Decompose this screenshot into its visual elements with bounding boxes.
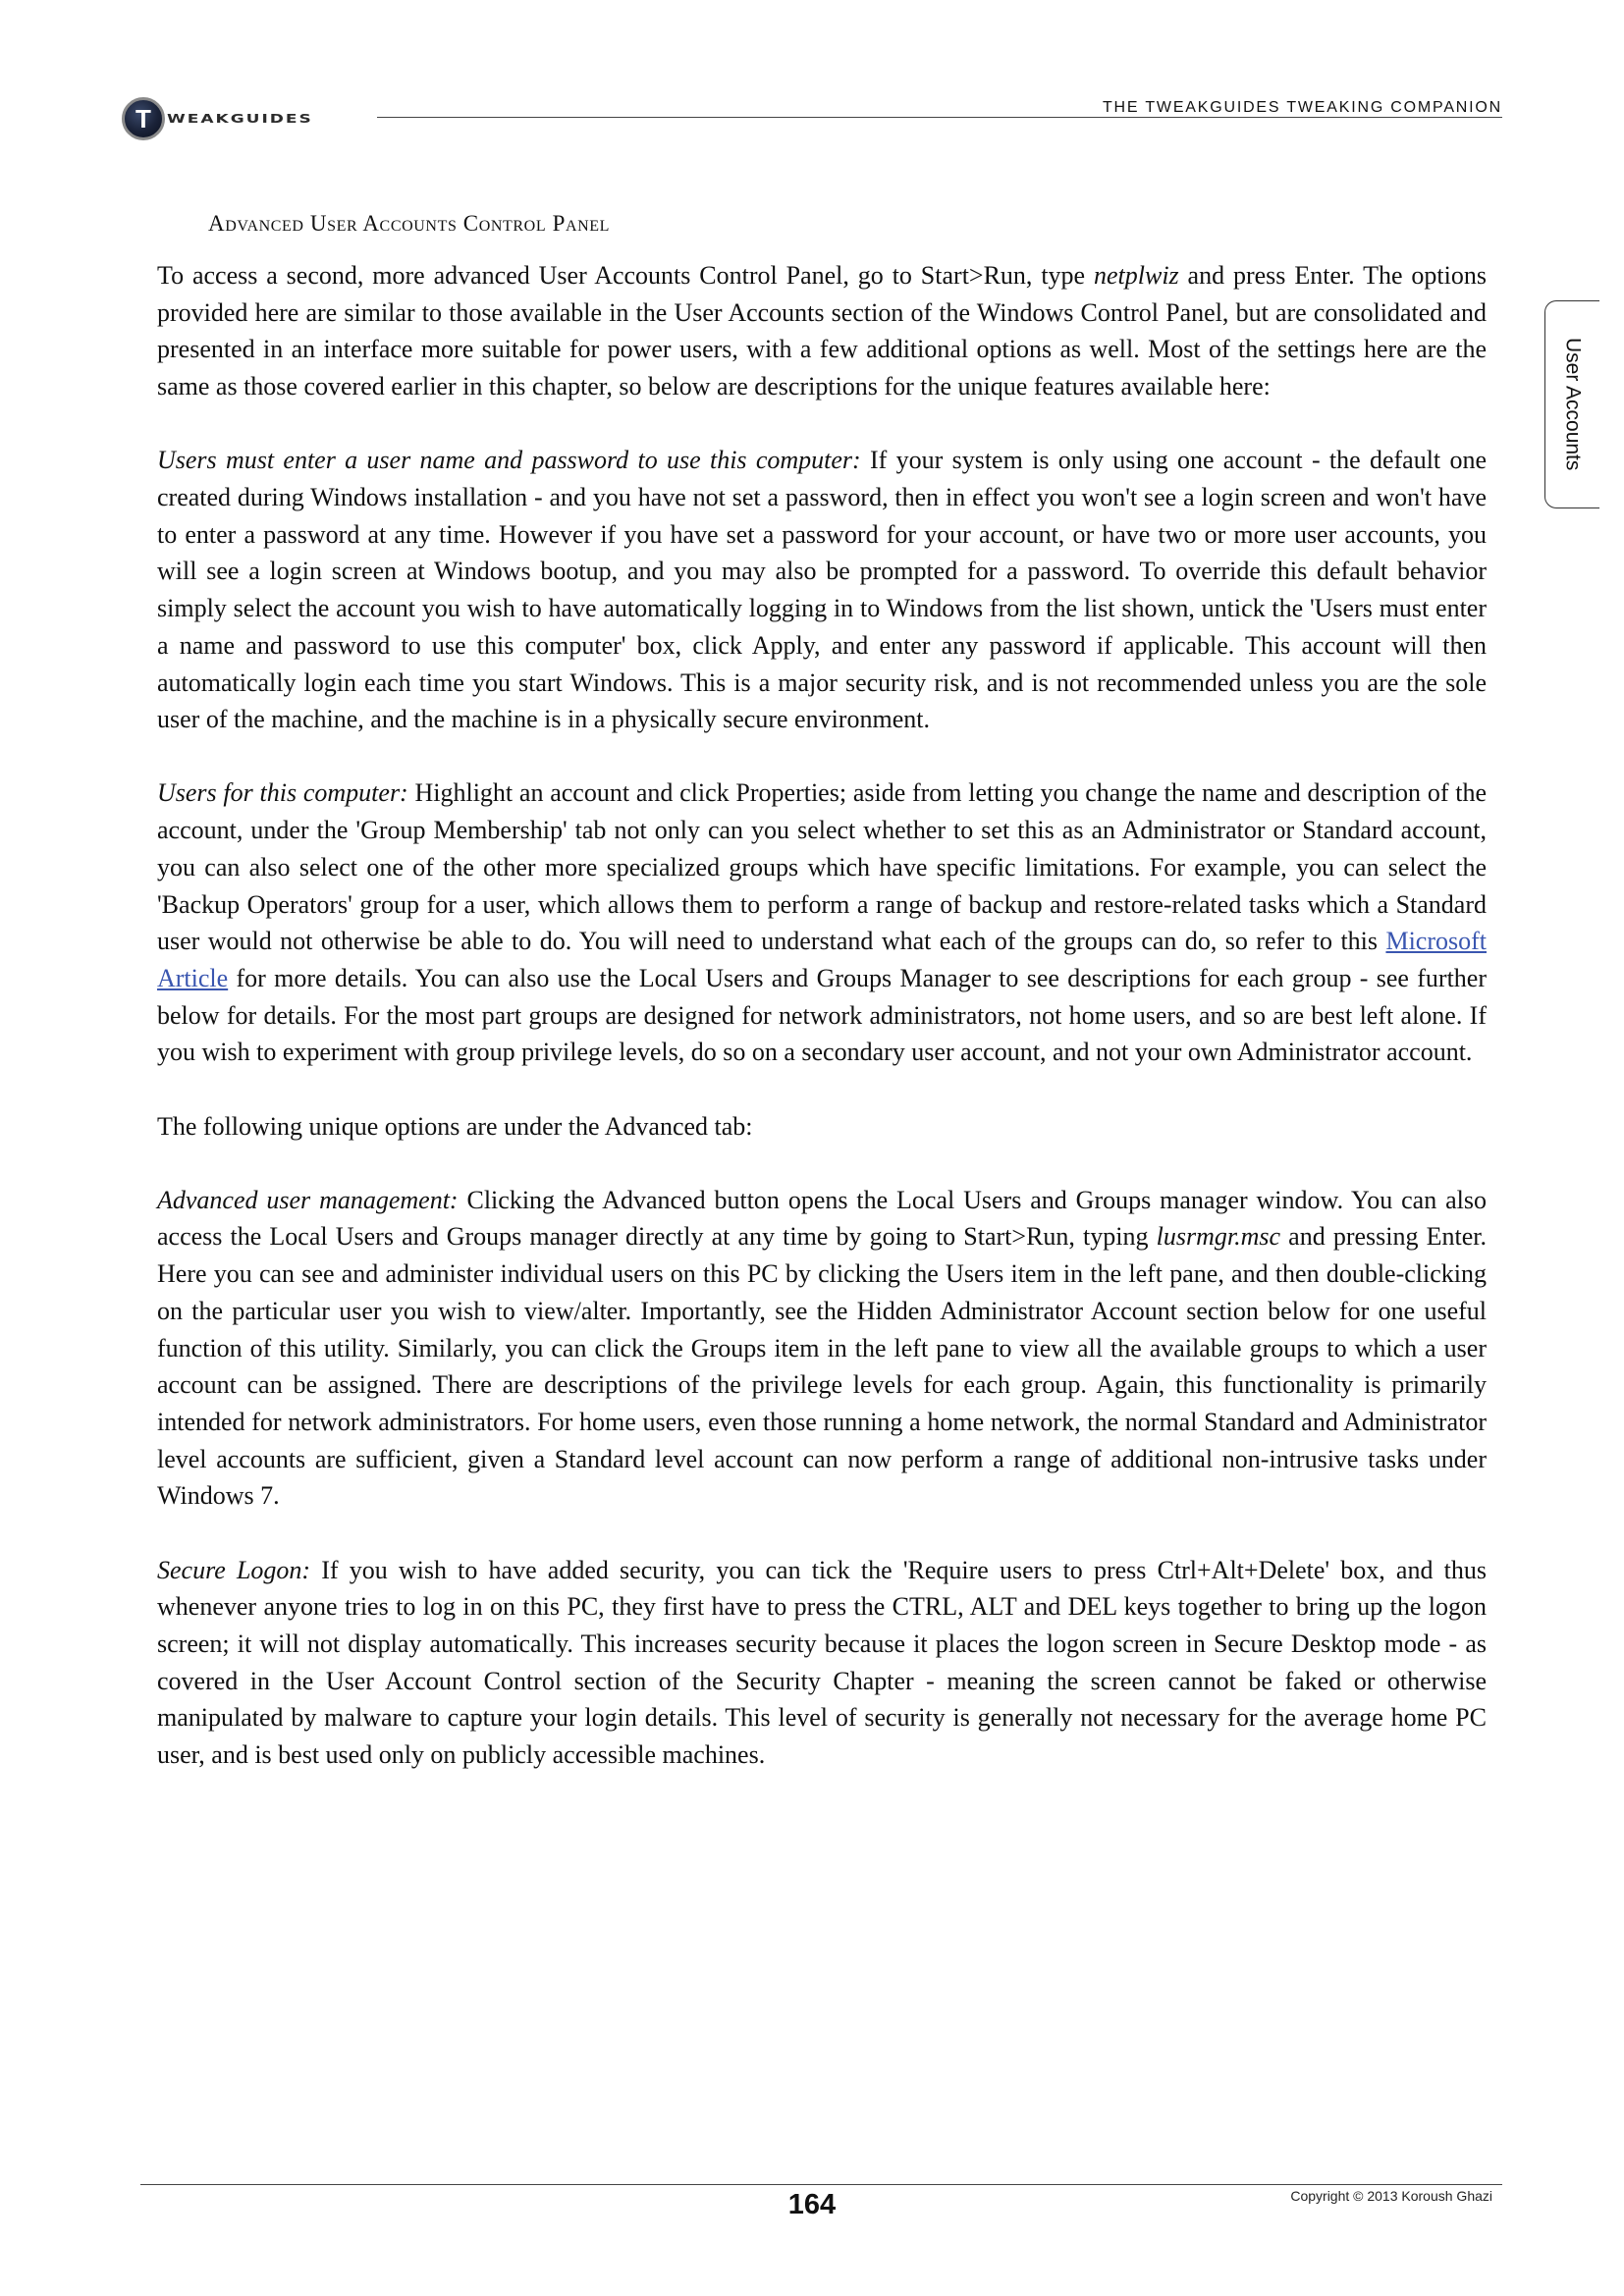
microsoft-article-link[interactable]: Microsoft Article bbox=[157, 927, 1487, 992]
text-run: To access a second, more advanced User Accounts Control Panel, go to Start>Run, type bbox=[157, 261, 1094, 290]
setting-term: Advanced user management: bbox=[157, 1185, 459, 1214]
tweakguides-logo bbox=[122, 93, 313, 144]
text-run: and pressing Enter. Here you can see and administer individual users on this PC by clicking the Users item in the left pane, and then double-clicking on the particular user you wish to view/alter. Importantly, see the Hidden Administrator Account section below for one useful function of this utility. Similarly, you can click the Groups item in the left pane to view all the available groups to which a user account can be assigned. There are descriptions of the privilege levels for each group. Again, this functionality is primarily intended for network administrators. For home users, even those running a home network, the normal Standard and Administrator level accounts are sufficient, given a Standard level account can now perform a range of additional non-intrusive tasks under Windows 7. bbox=[157, 1222, 1487, 1511]
page-number: 164 bbox=[787, 2189, 837, 2220]
header-rule bbox=[377, 117, 1502, 118]
command-netplwiz: netplwiz bbox=[1093, 261, 1179, 290]
header-title: THE TWEAKGUIDES TWEAKING COMPANION bbox=[1102, 99, 1502, 116]
command-lusrmgr: lusrmgr.msc bbox=[1156, 1222, 1281, 1252]
intro-paragraph bbox=[157, 257, 1487, 405]
section-title: Advanced User Accounts Control Panel bbox=[208, 211, 611, 236]
setting-term: Users must enter a user name and password to use this computer: bbox=[157, 446, 861, 475]
users-for-this-computer-paragraph bbox=[157, 774, 1487, 1071]
footer-rule bbox=[140, 2184, 1502, 2185]
logo-emblem bbox=[122, 97, 165, 140]
text-run: Highlight an account and click Properties; aside from letting you change the name and description of the account, under the 'Group Membership' tab not only can you select whether to set this as an Administrator or Standard account, you can also select one of the other more specialized groups which have specific limitations. For example, you can select the 'Backup Operators' group for a user, which allows them to perform a range of backup and restore-related tasks which a Standard user would not otherwise be able to do. You will need to understand what each of the groups can do, so refer to this bbox=[157, 778, 1487, 956]
text-run: If you wish to have added security, you can tick the 'Require users to press Ctrl+Alt+Delete' box, and thus whenever anyone tries to log in on this PC, they first have to press the CTRL, ALT and DEL keys together to bring up the logon screen; it will not display automatically. This increases security because it places the logon screen in Secure Desktop mode - as covered in the User Account Control section of the Security Chapter - meaning the screen cannot be faked or otherwise manipulated by malware to capture your login details. This level of security is generally not necessary for the average home PC user, and is best used only on publicly accessible machines. bbox=[157, 1555, 1487, 1770]
users-must-enter-paragraph bbox=[157, 442, 1487, 738]
text-run: for more details. You can also use the Local Users and Groups Manager to see descriptions for each group - see further below for details. For the most part groups are designed for network administrators, not home users, and so are best left alone. If you wish to experiment with group privilege levels, do so on a secondary user account, and not your own Administrator account. bbox=[157, 963, 1487, 1067]
text-run: Clicking the Advanced button opens the Local Users and Groups manager window. You can also access the Local Users and Groups manager directly at any time by going to Start>Run, typing bbox=[157, 1185, 1487, 1252]
secure-logon-paragraph bbox=[157, 1552, 1487, 1774]
copyright-notice: Copyright © 2013 Koroush Ghazi bbox=[1290, 2188, 1492, 2204]
logo-glyph: T bbox=[135, 103, 151, 133]
text-run: If your system is only using one account - the default one created during Windows installation - and you have not set a password, then in effect you won't see a login screen and won't have to enter a password at any time. However if you have set a password for your account, or have two or more user accounts, you will see a login screen at Windows bootup, and you may also be prompted for a password. To override this default behavior simply select the account you wish to have automatically logging in to Windows from the list shown, untick the 'Users must enter a name and password to use this computer' box, click Apply, and enter any password if applicable. This account will then automatically login each time you start Windows. This is a major security risk, and is not recommended unless you are the sole user of the machine, and the machine is in a physically secure environment. bbox=[157, 446, 1488, 734]
advanced-user-management-paragraph bbox=[157, 1182, 1487, 1515]
page-content bbox=[157, 211, 1487, 1810]
setting-term: Secure Logon: bbox=[157, 1555, 311, 1584]
advanced-tab-intro-paragraph: The following unique options are under the Advanced tab: bbox=[157, 1111, 753, 1141]
chapter-side-tab-label: User Accounts bbox=[1561, 338, 1585, 471]
text-run: and press Enter. The options provided here are similar to those available in the User Accounts section of the Windows Control Panel, but are consolidated and presented in an interface more suitable for power users, with a few additional options as well. Most of the settings here are the same as those covered earlier in this chapter, so below are descriptions for the unique features available here: bbox=[157, 261, 1487, 401]
setting-term: Users for this computer: bbox=[157, 778, 408, 808]
logo-wordmark: WEAKGUIDES bbox=[167, 111, 313, 127]
chapter-side-tab bbox=[1544, 300, 1599, 508]
